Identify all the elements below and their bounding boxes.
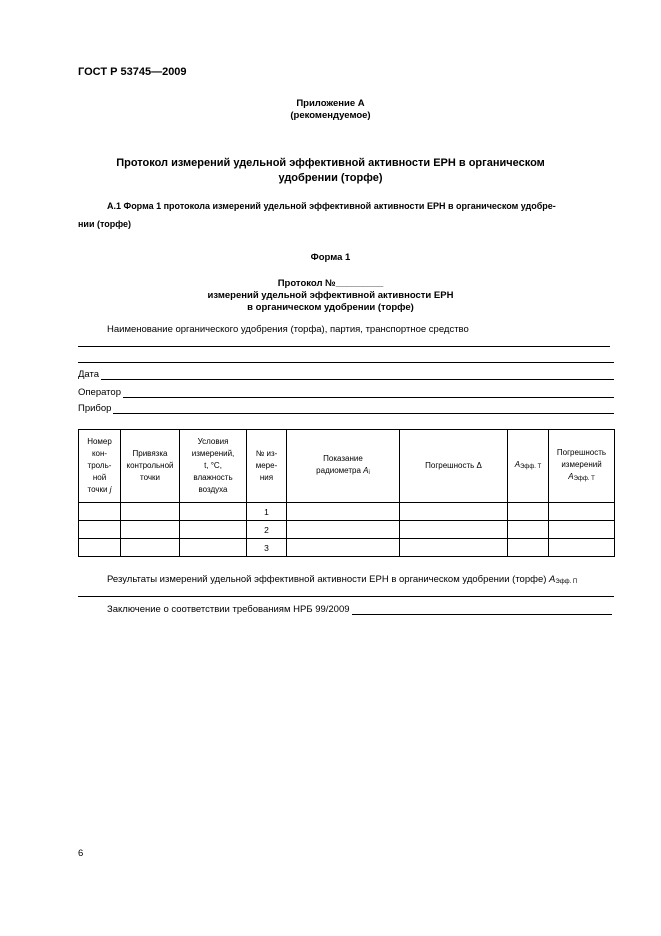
appendix-note: (рекомендуемое) [290,110,371,121]
document-code: ГОСТ Р 53745—2009 [78,66,187,78]
main-title-line-1: Протокол измерений удельной эффективной активности ЕРН в органическом [116,157,545,169]
conclusion-label: Заключение о соответствии требованиям НРБ 99/2009 [107,604,350,615]
header-binding: Привязка контрольной точки [121,430,180,503]
operator-field[interactable] [78,387,614,398]
protocol-subtitle-1: измерений удельной эффективной активности ЕРН [207,290,454,301]
protocol-number-line: Протокол №_________ [277,278,384,289]
row-number: 1 [247,503,287,521]
table-header-row [79,430,615,503]
appendix-title: Приложение А [296,98,365,109]
header-reading: Показание радиометра Ai [287,430,400,503]
device-line[interactable] [113,404,614,414]
fertilizer-line-1[interactable] [78,346,610,347]
form-title: Форма 1 [310,252,351,263]
results-line[interactable] [78,596,614,597]
page-number: 6 [78,848,84,859]
table-row [79,539,615,557]
row-number: 3 [247,539,287,557]
main-title-line-2: удобрении (торфе) [278,172,383,184]
date-label: Дата [78,369,100,380]
protocol-heading [0,278,661,314]
fertilizer-label: Наименование органического удобрения (торфа), партия, транспортное средство [107,324,469,335]
measurement-table [78,429,615,557]
header-conditions: Условия измерений, t, °С, влажность воздуха [180,430,247,503]
operator-line[interactable] [123,388,614,398]
date-field[interactable] [78,369,614,380]
date-line[interactable] [101,370,614,380]
header-point-number: Номер кон- троль- ной точки j [79,430,121,503]
appendix-header [0,98,661,122]
conclusion-line[interactable] [352,605,612,615]
section-a1-line-1: А.1 Форма 1 протокола измерений удельной эффективной активности ЕРН в органическом удобре- [107,201,556,211]
results-text: Результаты измерений удельной эффективной активности ЕРН в органическом удобрении (торфе) AЭфф. П [107,574,578,585]
protocol-subtitle-2: в органическом удобрении (торфе) [247,302,414,313]
main-title [0,156,661,186]
device-label: Прибор [78,403,112,414]
operator-label: Оператор [78,387,121,398]
header-measurement-no: № из- мере- ния [247,430,287,503]
table-row [79,503,615,521]
section-a1-line-2: нии (торфе) [78,219,132,229]
row-number: 2 [247,521,287,539]
fertilizer-line-2[interactable] [78,362,614,363]
conclusion-field[interactable] [107,604,612,615]
header-a-eff: AЭфф. Т [508,430,549,503]
header-error-eff: Погрешность измерений AЭфф. Т [549,430,615,503]
header-error: Погрешность Δ [400,430,508,503]
table-row [79,521,615,539]
section-a1-paragraph [78,197,614,233]
device-field[interactable] [78,403,614,414]
